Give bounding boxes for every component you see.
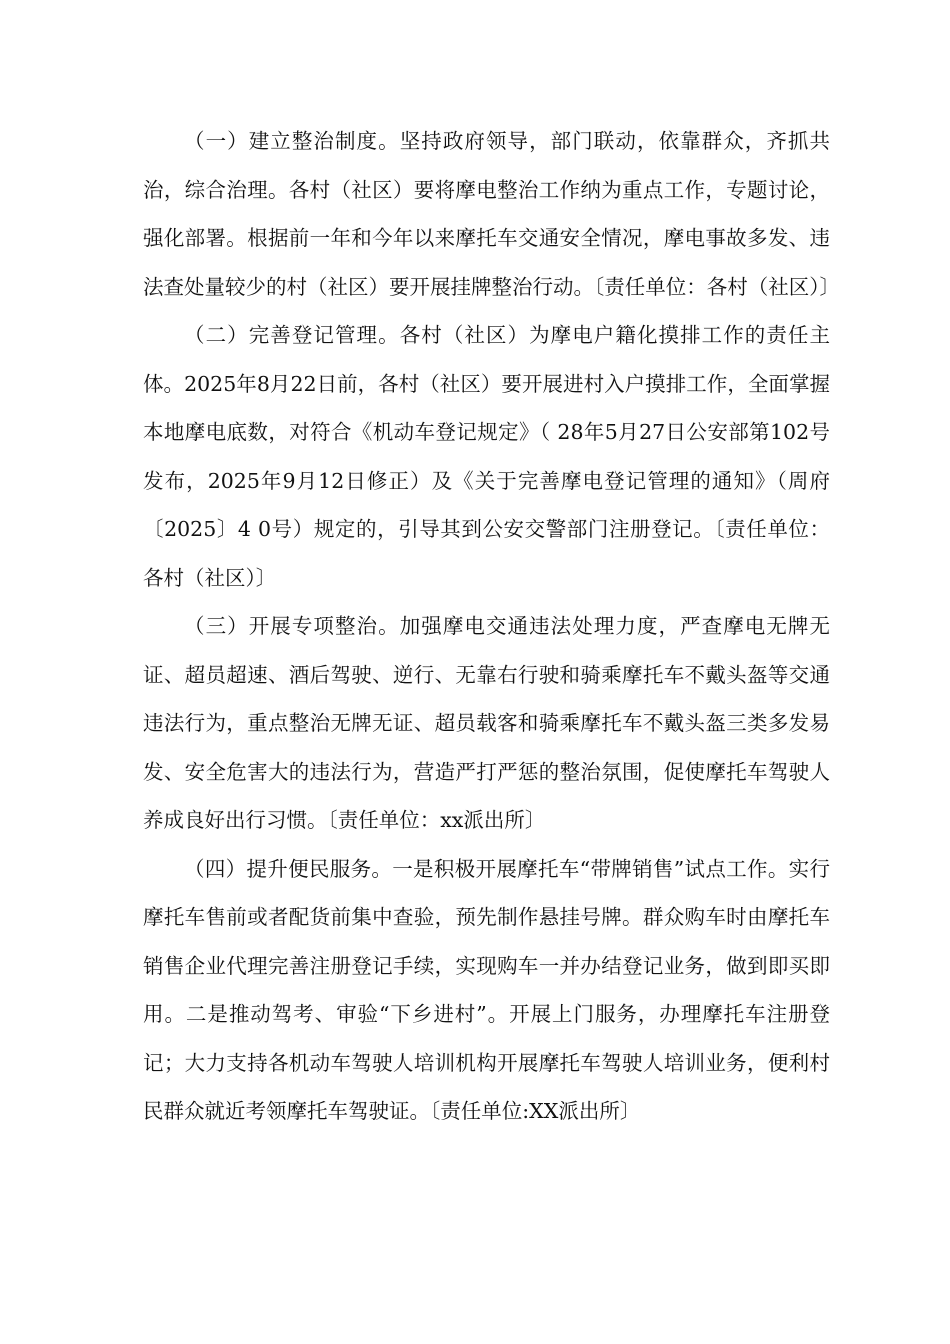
paragraph-special-rectification: （三）开展专项整治。加强摩电交通违法处理力度，严查摩电无牌无证、超员超速、酒后驾驶、逆行、无靠右行驶和骑乘摩托车不戴头盔等交通违法行为，重点整治无牌无证、超员载客和骑乘摩托车不戴头盔三类多发易发、安全危害大的违法行为，营造严打严惩的整治氛围，促使摩托车驾驶人养成良好出行习惯。〔责任单位：xx派出所〕 (143, 614, 830, 832)
paragraph-registration-management: （二）完善登记管理。各村（社区）为摩电户籍化摸排工作的责任主体。2025年8月22日前，各村（社区）要开展进村入户摸排工作，全面掌握本地摩电底数，对符合《机动车登记规定》（ 28年5月27日公安部第102号发布，2025年9月12日修正）及《关于完善摩电登记管理的通知》（周府〔2025〕4 0号）规定的，引导其到公安交警部门注册登记。〔责任单位：各村（社区）〕 (143, 323, 830, 590)
paragraph-convenience-service: （四）提升便民服务。一是积极开展摩托车“带牌销售”试点工作。实行摩托车售前或者配货前集中查验，预先制作悬挂号牌。群众购车时由摩托车销售企业代理完善注册登记手续，实现购车一并办结登记业务，做到即买即用。二是推动驾考、审验“下乡进村”。开展上门服务，办理摩托车注册登记；大力支持各机动车驾驶人培训机构开展摩托车驾驶人培训业务，便利村民群众就近考领摩托车驾驶证。〔责任单位:XX派出所〕 (143, 856, 830, 1123)
paragraph-establish-system: （一）建立整治制度。坚持政府领导，部门联动，依靠群众，齐抓共治，综合治理。各村（社区）要将摩电整治工作纳为重点工作，专题讨论，强化部署。根据前一年和今年以来摩托车交通安全情况，摩电事故多发、违法查处量较少的村（社区）要开展挂牌整治行动。〔责任单位：各村（社区）〕 (143, 129, 840, 299)
